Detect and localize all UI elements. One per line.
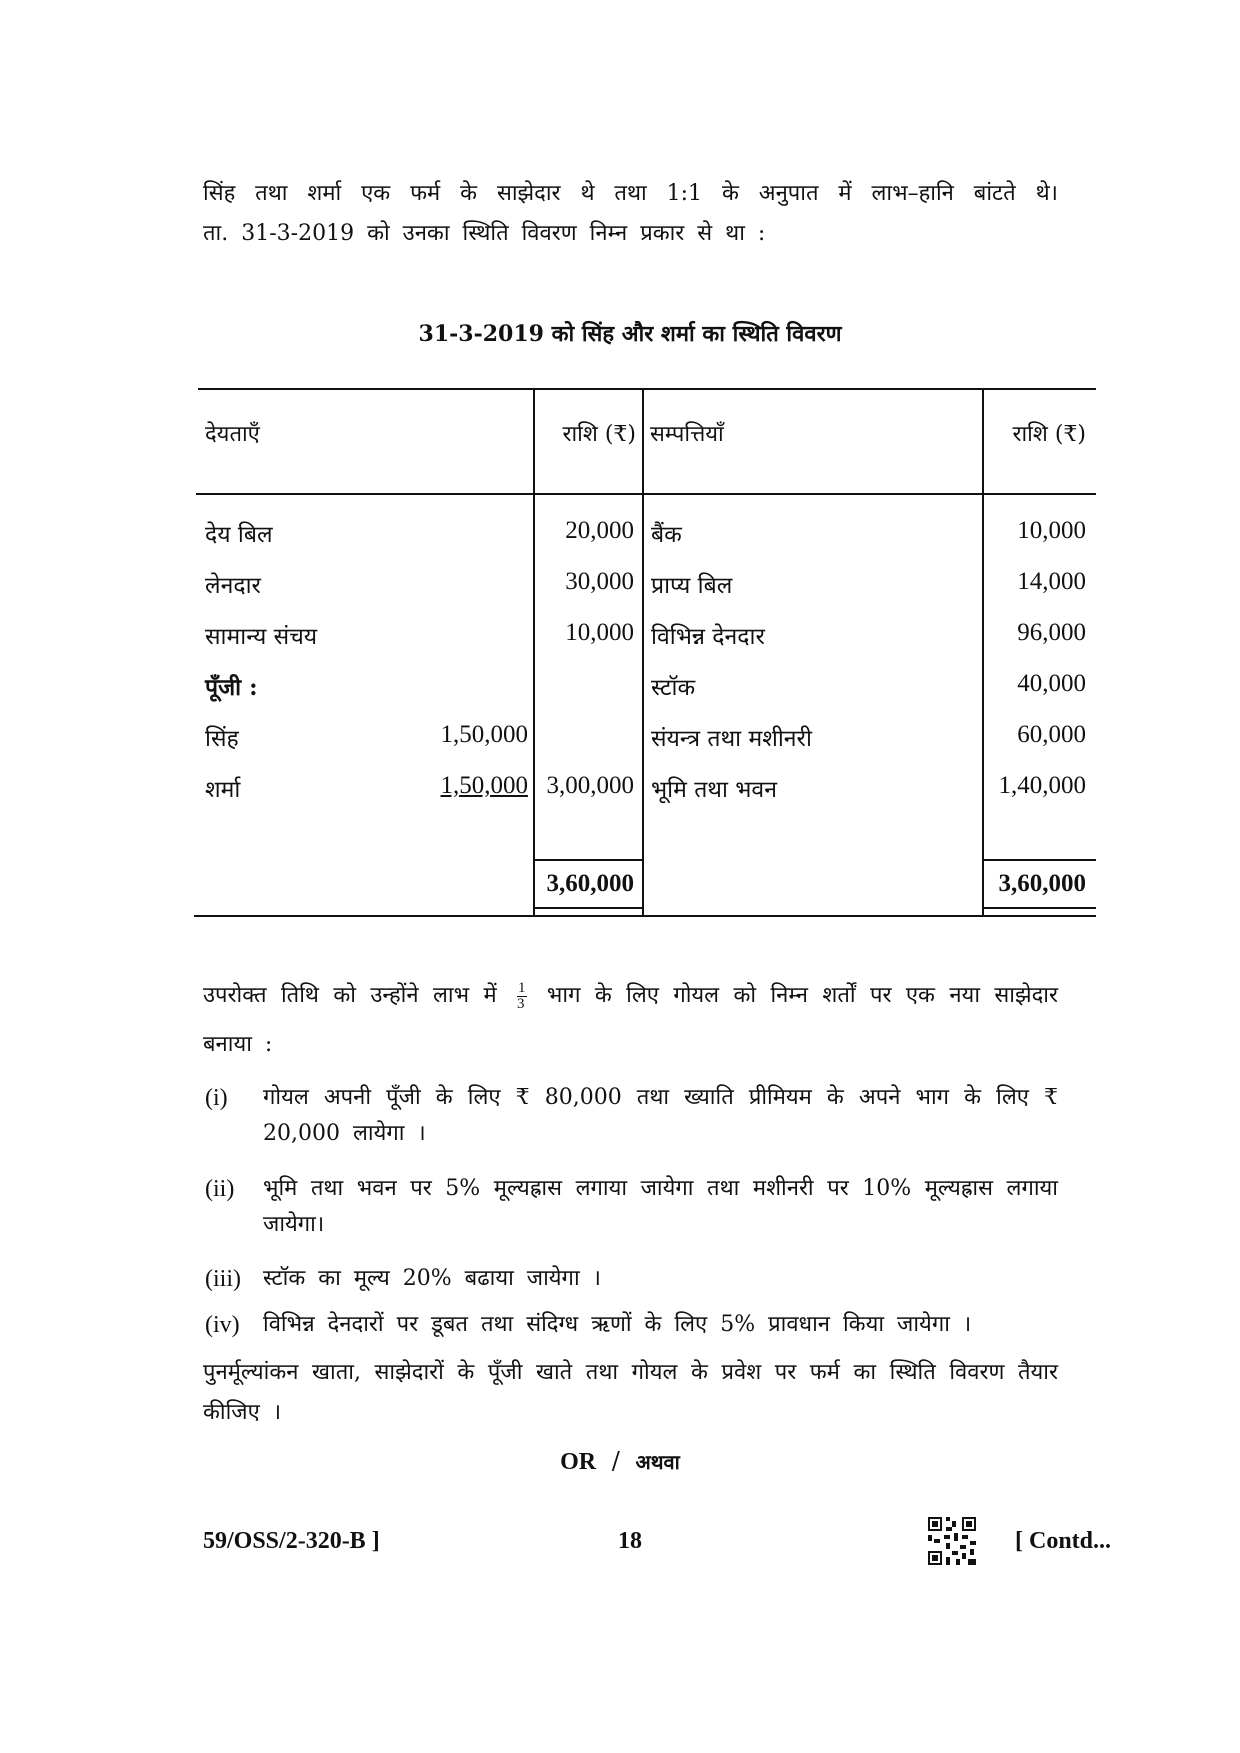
asset-amount: 96,000 xyxy=(1017,619,1086,646)
asset-amount: 40,000 xyxy=(1017,670,1086,697)
liability-label: सामान्य संचय xyxy=(205,624,318,650)
fraction-one-third xyxy=(517,981,527,1012)
table-bottom-border xyxy=(194,915,1096,917)
condition-label: (iii) xyxy=(205,1266,241,1292)
instruction-text: पुनर्मूल्यांकन खाता, साझेदारों के पूँजी खाते तथा गोयल के प्रवेश पर फर्म का स्थिति विवरण तैयार कीजिए । xyxy=(203,1360,1058,1425)
continued-label: [ Contd... xyxy=(1015,1528,1112,1554)
liability-amount: 10,000 xyxy=(565,619,634,646)
admission-paragraph xyxy=(203,972,1058,1070)
capital-heading: पूँजी : xyxy=(205,674,258,701)
liability-amount: 20,000 xyxy=(565,517,634,544)
or-slash: / xyxy=(611,1447,620,1475)
intro-paragraph xyxy=(203,174,1058,254)
liability-label: लेनदार xyxy=(205,573,261,599)
liability-amount: 30,000 xyxy=(565,568,634,595)
total-assets: 3,60,000 xyxy=(998,870,1086,897)
admission-text-before: उपरोक्त तिथि को उन्होंने लाभ में xyxy=(203,983,497,1008)
asset-label: स्टॉक xyxy=(651,675,696,701)
asset-amount: 10,000 xyxy=(1017,517,1086,544)
condition-label: (i) xyxy=(205,1085,228,1111)
table-top-border xyxy=(198,388,1096,390)
condition-label: (iv) xyxy=(205,1312,240,1338)
liability-label: देय बिल xyxy=(205,522,273,548)
header-assets: सम्पत्तियाँ xyxy=(650,422,724,447)
condition-item xyxy=(205,1080,1060,1160)
asset-label: विभिन्न देनदार xyxy=(651,624,765,650)
condition-item xyxy=(205,1307,1060,1347)
asset-amount: 1,40,000 xyxy=(998,772,1086,799)
qr-code-icon xyxy=(928,1517,976,1565)
condition-item xyxy=(205,1171,1060,1251)
asset-label: संयन्त्र तथा मशीनरी xyxy=(651,726,812,752)
fraction-numerator: 1 xyxy=(518,979,526,996)
or-label: OR xyxy=(560,1449,597,1475)
liability-amount: 3,00,000 xyxy=(546,772,634,799)
asset-amount: 14,000 xyxy=(1017,568,1086,595)
capital-sub-amount: 1,50,000 xyxy=(440,772,528,799)
paper-code: 59/OSS/2-320-B ] xyxy=(203,1528,380,1554)
col-divider-1 xyxy=(533,388,535,917)
col-divider-3 xyxy=(982,388,984,917)
total-left-doubleline xyxy=(535,907,643,909)
asset-amount: 60,000 xyxy=(1017,721,1086,748)
fraction-denominator: 3 xyxy=(517,995,525,1012)
header-amount-right: राशि (₹) xyxy=(1012,422,1086,447)
admission-line-1 xyxy=(203,972,1058,1020)
asset-label: प्राप्य बिल xyxy=(651,573,733,599)
header-liabilities: देयताएँ xyxy=(205,422,260,447)
condition-label: (ii) xyxy=(205,1176,235,1202)
col-divider-2 xyxy=(642,388,644,917)
asset-label: भूमि तथा भवन xyxy=(651,777,777,803)
intro-line-2: ता. 31-3-2019 को उनका स्थिति विवरण निम्न प्रकार से था : xyxy=(203,221,766,246)
condition-text: स्टॉक का मूल्य 20% बढाया जायेगा । xyxy=(263,1266,601,1291)
header-amount-left: राशि (₹) xyxy=(562,422,636,447)
condition-text: भूमि तथा भवन पर 5% मूल्यह्रास लगाया जायेगा तथा मशीनरी पर 10% मूल्यह्रास लगाया जायेगा। xyxy=(263,1176,1058,1237)
or-separator xyxy=(0,1447,1240,1476)
or-hindi: अथवा xyxy=(635,1450,680,1474)
total-liabilities: 3,60,000 xyxy=(546,870,634,897)
condition-text: विभिन्न देनदारों पर डूबत तथा संदिग्ध ऋणों के लिए 5% प्रावधान किया जायेगा । xyxy=(263,1312,972,1337)
capital-sub-amount: 1,50,000 xyxy=(440,721,528,748)
total-left-topline xyxy=(535,859,643,861)
admission-text-after: भाग के लिए गोयल को निम्न शर्तों पर एक नया साझेदार xyxy=(546,983,1058,1008)
table-title: 31-3-2019 को सिंह और शर्मा का स्थिति विवरण xyxy=(418,321,842,347)
asset-label: बैंक xyxy=(651,522,682,548)
condition-item xyxy=(205,1261,1060,1301)
total-right-topline xyxy=(984,859,1096,861)
page-number: 18 xyxy=(618,1528,642,1554)
admission-line-2: बनाया : xyxy=(203,1032,273,1057)
table-header-border xyxy=(196,493,1096,495)
total-right-doubleline xyxy=(984,907,1096,909)
condition-text: गोयल अपनी पूँजी के लिए ₹ 80,000 तथा ख्याति प्रीमियम के अपने भाग के लिए ₹ 20,000 लायेगा । xyxy=(263,1085,1058,1146)
intro-line-1: सिंह तथा शर्मा एक फर्म के साझेदार थे तथा 1:1 के अनुपात में लाभ–हानि बांटते थे। xyxy=(203,181,1058,206)
liability-label: सिंह xyxy=(205,726,239,752)
liability-label: शर्मा xyxy=(205,777,241,803)
